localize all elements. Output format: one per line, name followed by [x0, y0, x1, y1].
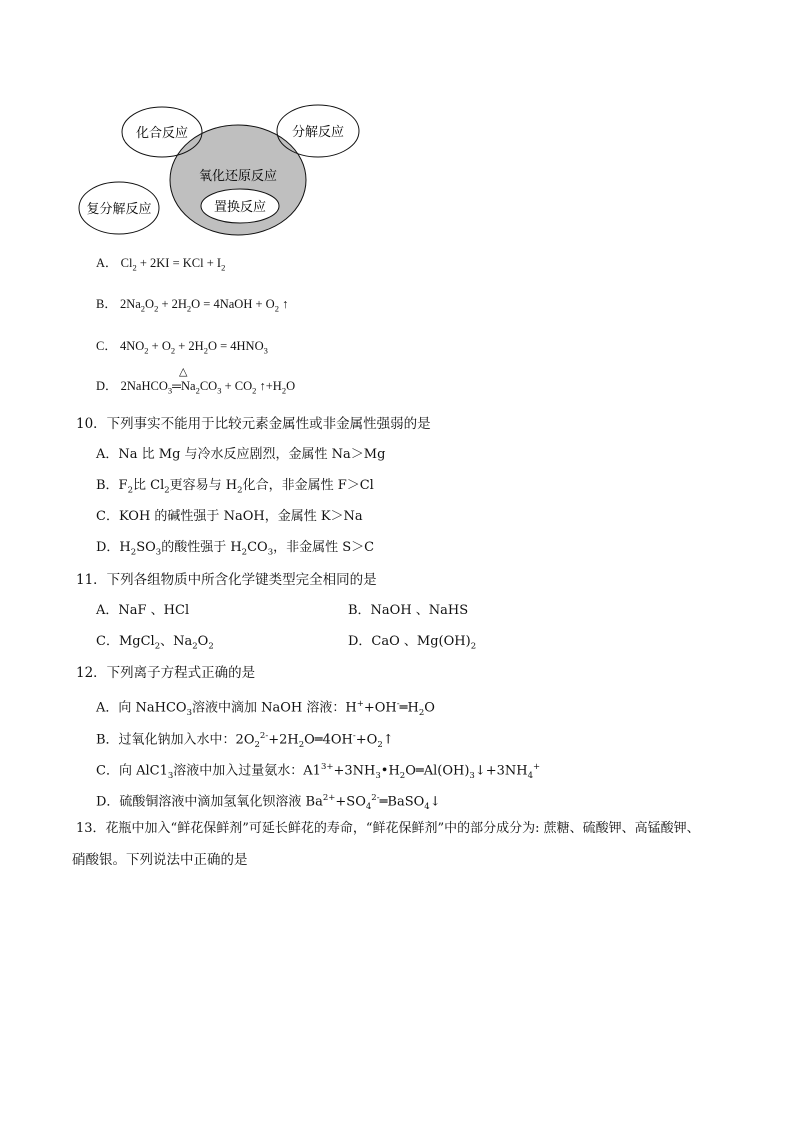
displacement-label: 置换反应 — [213, 200, 267, 215]
q10-stem: 10．下列事实不能用于比较元素金属性或非金属性强弱的是 — [76, 416, 431, 432]
q12-option-a[interactable]: A．向 NaHCO$_3$溶液中滴加 NaOH 溶液：$H^++OH^-═H_2O$ — [96, 699, 435, 718]
option-letter: B． — [96, 297, 117, 311]
q12-option-c[interactable]: C．向 $AlC1_3$溶液中加入过量氨水：$A1^{3+}+3NH_3•H_2O═Al(OH)_3↓+3NH_4^+$ — [96, 762, 541, 781]
option-letter: A． — [96, 256, 118, 270]
decomposition-label: 分解反应 — [291, 125, 345, 140]
q11-option-c[interactable]: C．MgCl$_2$、$Na_2O_2$ — [96, 634, 214, 652]
q11-option-b[interactable]: B．NaOH 、NaHS — [348, 603, 469, 618]
q9-option-b[interactable] — [96, 295, 288, 318]
equation: $4NO_2 + O_2 + 2H_2O = 4HNO_3$ — [119, 339, 268, 356]
q9-option-a[interactable] — [96, 254, 225, 277]
reaction-type-diagram — [70, 100, 370, 240]
equation: $2NaHCO_3═Na_2CO_3 + CO_2$ $↑+H_2O$ — [120, 379, 296, 396]
equation: $2Na_2O_2 + 2H_2O$ = 4NaOH + $O_2$ ↑ — [119, 297, 289, 314]
combination-label: 化合反应 — [135, 126, 189, 141]
option-letter: D． — [96, 379, 118, 393]
q9-option-c[interactable] — [96, 337, 268, 360]
q11-option-d[interactable]: D．CaO 、$Mg(OH)_2$ — [348, 634, 477, 652]
double-decomposition-label: 复分解反应 — [86, 202, 152, 217]
q10-option-c[interactable]: C．KOH 的碱性强于 NaOH，金属性 K＞Na — [96, 509, 363, 524]
q12-option-d[interactable]: D．硫酸铜溶液中滴加氢氧化钡溶液 $Ba^{2+}+SO_4^{2-}═BaSO_4↓$ — [96, 793, 441, 812]
equation: $Cl_2 + 2KI$ = KCl + $I_2$ — [120, 256, 226, 273]
q13-stem-line-1: 13．花瓶中加入“鲜花保鲜剂”可延长鲜花的寿命，“鲜花保鲜剂”中的部分成分为: 蔗糖、硫酸钾、高锰酸钾、 — [76, 821, 700, 836]
redox-label: 氧化还原反应 — [198, 169, 278, 184]
q9-option-d[interactable] — [96, 377, 295, 400]
q11-stem: 11．下列各组物质中所含化学键类型完全相同的是 — [76, 572, 377, 588]
q12-stem: 12．下列离子方程式正确的是 — [76, 665, 256, 681]
q10-option-b[interactable]: B．$F_2$比 $Cl_2$更容易与 $H_2$化合，非金属性 F＞Cl — [96, 478, 374, 496]
q12-option-b[interactable]: B．过氧化钠加入水中：$2O_2^{2-}+2H_2O═4OH^-+O_2↑$ — [96, 731, 394, 750]
option-letter: C． — [96, 339, 117, 353]
q11-option-a[interactable]: A．NaF 、HCl — [96, 603, 190, 618]
q10-option-a[interactable]: A．Na 比 Mg 与冷水反应剧烈，金属性 Na＞Mg — [96, 447, 386, 462]
heating-symbol: △ — [179, 365, 188, 378]
q13-stem-line-2: 硝酸银。下列说法中正确的是 — [72, 852, 248, 868]
q10-option-d[interactable]: D．$H_2SO_3$的酸性强于 $H_2CO_3$，非金属性 S＞C — [96, 540, 375, 558]
